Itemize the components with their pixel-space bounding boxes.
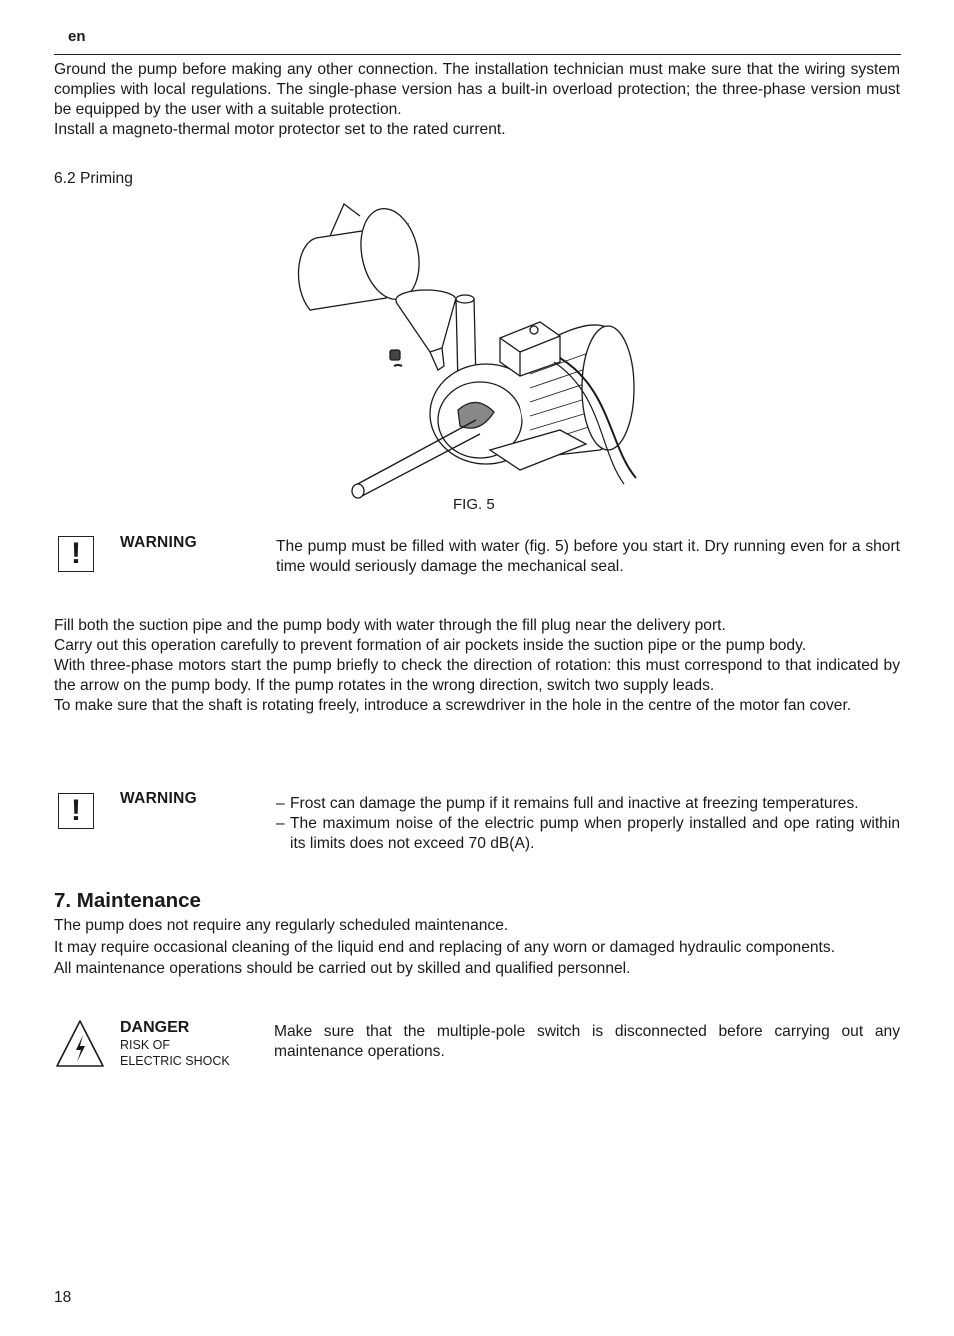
fill-plug xyxy=(390,350,400,360)
priming-illustration xyxy=(290,198,650,500)
list-dash: – xyxy=(276,815,285,832)
danger-label: DANGER xyxy=(120,1019,190,1036)
priming-paragraph-4: To make sure that the shaft is rotating freely, introduce a screwdriver in the hole in the centre of the motor fan cover. xyxy=(54,697,852,714)
warning-text: The pump must be filled with water (fig. 5) before you start it. Dry running even for a short time would seriously damage the mechanical seal. xyxy=(276,538,900,575)
funnel-cone xyxy=(396,298,456,352)
danger-label-group xyxy=(120,1019,230,1069)
intro-paragraph-2: Install a magneto-thermal motor protector set to the rated current. xyxy=(54,121,506,138)
maintenance-paragraph-2: It may require occasional cleaning of the liquid end and replacing of any worn or damaged hydraulic components. xyxy=(54,938,836,956)
priming-instructions xyxy=(54,616,900,716)
page-number: 18 xyxy=(54,1289,72,1306)
priming-paragraph-1: Fill both the suction pipe and the pump body with water through the fill plug near the delivery port. xyxy=(54,617,726,634)
header-rule xyxy=(54,54,901,55)
section-7-title: 7. Maintenance xyxy=(54,889,201,912)
priming-paragraph-2: Carry out this operation carefully to prevent formation of air pockets inside the suction pipe or the pump body. xyxy=(54,637,807,654)
danger-text: Make sure that the multiple-pole switch is disconnected before carrying out any maintenance operations. xyxy=(274,1023,900,1060)
maintenance-text xyxy=(54,915,900,980)
list-item-text: The maximum noise of the electric pump when properly installed and ope rating within its limits does not exceed 70 dB(A). xyxy=(290,815,900,852)
electric-shock-icon xyxy=(55,1019,105,1069)
warning-icon: ! xyxy=(58,793,94,829)
list-item xyxy=(276,794,900,814)
danger-sub-2: ELECTRIC SHOCK xyxy=(120,1054,230,1068)
warning-label: WARNING xyxy=(120,790,198,807)
maintenance-paragraph-1: The pump does not require any regularly scheduled maintenance. xyxy=(54,917,509,934)
warning-list xyxy=(276,794,900,854)
intro-paragraph-1: Ground the pump before making any other connection. The installation technician must make sure that the wiring system complies with local regulations. The single-phase version has a built-in overload protection; the three-phase version must be equipped by the user with a suitable protection. xyxy=(54,61,900,118)
list-item-text: Frost can damage the pump if it remains full and inactive at freezing temperatures. xyxy=(290,795,859,812)
jug-handle xyxy=(330,204,360,236)
warning-label: WARNING xyxy=(120,534,198,551)
section-6-2-title: 6.2 Priming xyxy=(54,170,133,187)
danger-sub-1: RISK OF xyxy=(120,1038,171,1052)
maintenance-paragraph-3: All maintenance operations should be carried out by skilled and qualified personnel. xyxy=(54,960,631,977)
intro-text xyxy=(54,60,900,140)
list-item xyxy=(276,814,900,854)
figure-caption: FIG. 5 xyxy=(453,496,495,513)
priming-paragraph-3: With three-phase motors start the pump briefly to check the direction of rotation: this must correspond to that indicated by the arrow on the pump body. If the pump rotates in the wrong direction, switch two supply leads. xyxy=(54,657,900,694)
warning-icon: ! xyxy=(58,536,94,572)
list-dash: – xyxy=(276,795,285,812)
fan-cover xyxy=(582,326,634,450)
language-code: en xyxy=(68,28,86,45)
